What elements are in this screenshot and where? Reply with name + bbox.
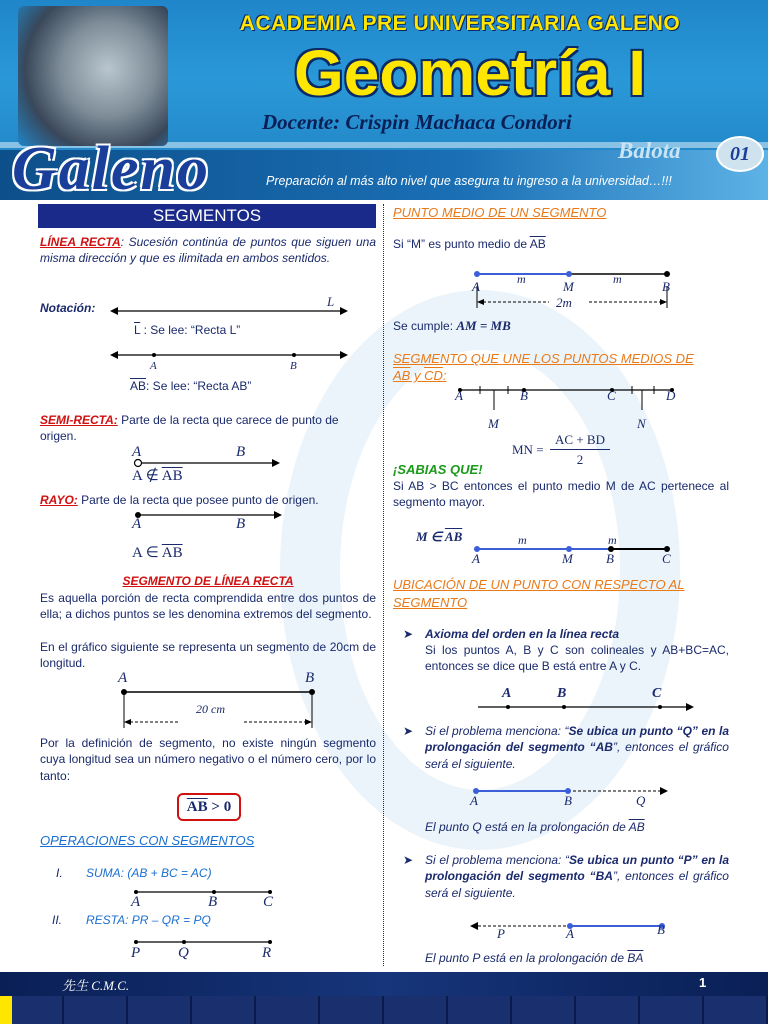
p-caption [425,950,643,966]
sabias-M: M [562,551,573,566]
pm-2m: 2m [556,295,572,310]
axioma-diagram [476,703,696,711]
op2-number: II. [52,913,63,927]
punto-medio-title: PUNTO MEDIO DE UN SEGMENTO [393,205,607,220]
medios-B: B [520,388,528,403]
slogan: Preparación al más alto nivel que asegura tu ingreso a la universidad…!!! [266,174,672,188]
suma-C: C [263,894,274,910]
page-number: 1 [699,975,707,990]
notation-label: Notación: [40,301,96,315]
q-text [425,723,729,772]
semirecta-B: B [236,444,246,460]
pm-statement [393,236,546,252]
recta-L-text: : Se lee: “Recta L” [140,323,241,337]
resta-Q: Q [178,945,189,961]
point-A-label: A [150,360,157,372]
q-A: A [470,793,478,808]
p-text-bold: Se ubica un punto “P” en la prolongación del segmento “BA [425,853,730,884]
m-in-statement [416,528,462,546]
ab-box-rest: > 0 [207,799,232,815]
def-semirecta: Parte de la recta que carece de punto de origen. [40,413,339,444]
recta-L-reading [134,322,240,338]
bullet-3: ➤ [403,853,414,867]
seg-A: A [118,670,128,686]
section-title: SEGMENTOS [38,204,376,228]
seg-medios-y: y [410,368,425,383]
recta-L-symbol: $\overline{L}$ [134,323,141,337]
operaciones-title: OPERACIONES CON SEGMENTOS [40,833,255,848]
label-L: L [327,294,335,309]
medios-D: D [666,388,676,403]
p-text-pre: Si el problema menciona: “ [425,853,570,867]
suma-A: A [131,894,141,910]
medios-C: C [607,388,616,403]
pm-m2: m [613,272,622,286]
q-B: B [564,793,572,808]
q-caption-text: El punto Q está en la prolongación de [425,820,629,834]
resta-P: P [131,945,141,961]
point-B-label: B [290,360,297,372]
sabias-text: Si AB > BC entonces el punto medio M de AC pertenece al segmento mayor. [393,479,729,510]
medios-N: N [637,416,646,431]
sabias-B: B [606,551,614,566]
bullet-1: ➤ [403,627,414,641]
formula-lhs: MN = [512,442,544,457]
q-caption [425,819,645,835]
formula-denominator: 2 [576,452,584,467]
q-Q: Q [636,793,646,808]
ubicacion-title: UBICACIÓN DE UN PUNTO CON RESPECTO AL SEGMENTO [393,577,685,610]
axioma-A: A [502,686,512,701]
p-text [425,852,729,901]
formula-numerator: AC + BD [550,431,610,450]
seg-medios-title: SEGMENTO QUE UNE LOS PUNTOS MEDIOS DE [393,351,694,366]
sabias-m1: m [518,533,527,547]
len-20cm: 20 cm [196,702,225,716]
recta-AB-reading [130,378,251,394]
m-in-text: M ∈ [416,529,445,544]
p-caption-text: El punto P está en la prolongación de [425,951,628,965]
recta-AB-text: : Se lee: “Recta AB” [146,379,252,393]
not-in-symbol: $\overline{AB}$ [161,468,183,484]
semirecta-A: A [132,444,142,460]
term-rayo: RAYO: [40,493,78,507]
p-caption-symbol: $\overline{BA}$ [627,951,644,965]
axioma-B: B [557,686,567,701]
balota-number: 01 [716,136,764,172]
axioma-title: Axioma del orden en la línea recta [425,627,620,641]
sabias-C: C [662,551,671,566]
seg-B: B [305,670,315,686]
brand-logo: Galeno [12,135,210,200]
line-L-diagram [110,306,350,316]
q-text-pre: Si el problema menciona: “ [425,724,569,738]
recta-AB-symbol: $\overline{AB}$ [130,379,147,393]
not-in-text: A ∉ [132,468,162,484]
footer-strip [0,996,768,1024]
in-symbol: $\overline{AB}$ [161,545,183,561]
bullet-2: ➤ [403,724,414,738]
seg-medios-ab: AB [393,368,411,383]
se-cumple [393,317,511,335]
op1-number: I. [56,866,63,880]
segmento-text-1: Es aquella porción de recta comprendida entre dos puntos de ella; a dichos puntos se les denomina extremos del segmento. [40,591,376,622]
pm-symbol: $\overline{AB}$ [529,237,546,251]
p-A: A [566,926,574,941]
medios-M: M [488,416,499,431]
sabias-m2: m [608,533,617,547]
header-banner [0,0,768,200]
in-text: A ∈ [132,545,162,561]
seg-medios-sub [393,367,446,385]
seg-medios-cd: CD [424,368,443,383]
pm-M: M [563,279,574,294]
axioma-text: Si los puntos A, B y C son colineales y AB+BC=AC, entonces se dice que B está entre A y C. [425,643,729,674]
p-text-post: ”, entonces el gráfico será el siguiente. [425,869,729,900]
course-title: Geometría I [293,37,647,109]
def-linea-recta: : Sucesión continúa de puntos que siguen una misma dirección y que es ilimitada en ambos sentidos. [40,235,376,266]
sabias-diagram [473,544,673,554]
semirecta-definition [40,412,376,445]
se-cumple-eq: AM = MB [456,318,511,333]
footer-accent [0,996,12,1024]
pm-A: A [472,279,480,294]
resta-R: R [262,945,272,961]
pm-m1: m [517,272,526,286]
rayo-A: A [132,516,142,532]
term-semirecta: SEMI-RECTA: [40,413,118,427]
teacher-name: Docente: Crispin Machaca Condori [262,110,572,134]
galeno-portrait [18,6,168,146]
op1-suma: SUMA: (AB + BC = AC) [86,866,212,880]
balota-label: Balota [618,138,681,163]
p-P: P [497,926,505,941]
segmento-text-2: En el gráfico siguiente se representa un segmento de 20cm de longitud. [40,640,376,671]
def-rayo: Parte de la recta que posee punto de origen. [77,493,319,507]
ab-positive-box [177,793,241,821]
seg-medios-colon: : [442,368,447,383]
q-text-bold: Se ubica un punto “Q” en la prolongación del segmento “AB [425,724,729,755]
line-AB-diagram [110,350,350,360]
column-divider [383,204,384,966]
axioma-C: C [652,686,662,701]
medios-diagram [458,386,678,412]
q-text-post: ”, entonces el gráfico será el siguiente. [425,740,729,771]
sabias-title: ¡SABIAS QUE! [393,462,483,477]
medios-A: A [455,388,463,403]
definition-text: Por la definición de segmento, no existe ningún segmento cuya longitud sea un número negativo o el número cero, por lo tanto: [40,736,376,783]
suma-B: B [208,894,218,910]
p-B: B [657,922,665,937]
academy-name: ACADEMIA PRE UNIVERSITARIA GALENO [239,12,681,35]
op2-resta: RESTA: PR – QR = PQ [86,913,211,927]
in-statement [132,543,183,563]
pm-text: Si “M” es punto medio de [393,237,530,251]
rayo-B: B [236,516,246,532]
resta-diagram [134,938,274,946]
footer-author: 先生 C.M.C. [62,978,130,993]
not-in-statement [132,466,183,486]
ab-box-symbol: $\overline{AB}$ [186,799,208,815]
q-caption-symbol: $\overline{AB}$ [628,820,645,834]
linea-recta-definition [40,234,376,267]
rayo-diagram [134,510,284,520]
pm-B: B [662,279,670,294]
m-in-symbol: $\overline{AB}$ [444,529,463,544]
rayo-definition [40,492,376,508]
suma-diagram [134,888,274,896]
segmento-title: SEGMENTO DE LÍNEA RECTA [122,574,294,588]
sabias-A: A [472,551,480,566]
term-linea-recta: LÍNEA RECTA [40,235,121,249]
se-cumple-text: Se cumple: [393,319,457,333]
